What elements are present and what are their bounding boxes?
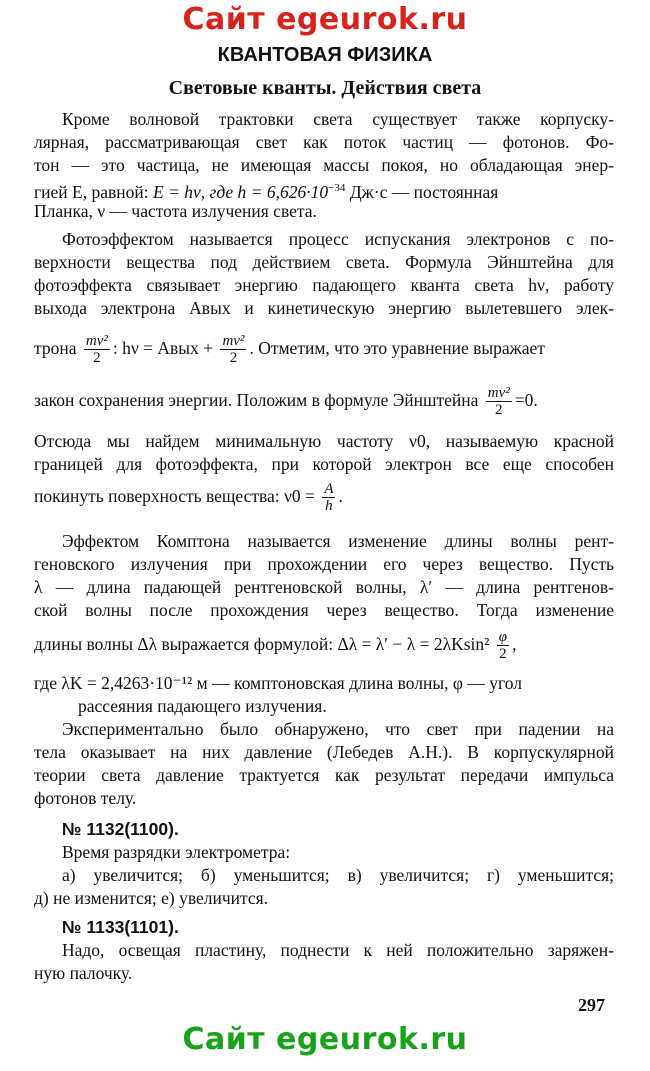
paragraph-photon [34,108,614,223]
text-line: фотонов телу. [34,788,137,808]
fraction-mv2-over-2 [486,385,512,418]
text-line: верхности вещества под действием света. Формула Эйнштейна для [34,252,614,272]
text-line: теории света давление трактуется как результат передачи импульса [34,765,614,785]
text-line: д) не изменится; е) увеличится. [34,888,269,908]
paragraph-light-pressure [34,718,614,810]
task-title: № 1133(1101). [62,917,179,937]
text-line: а) увеличится; б) уменьшится; в) увеличится; г) уменьшится; [62,865,614,885]
denominator: 2 [93,350,101,367]
text-fragment: трона [34,338,77,358]
text-line: Планка, ν — частота излучения света. [34,201,317,221]
text-fragment: гией E, равной: [34,181,149,202]
text-line: ную палочку. [34,963,133,983]
paragraph-compton [34,530,614,622]
compton-formula-line [34,622,614,666]
fraction-phi-over-2 [497,629,509,662]
task-1132 [34,818,614,910]
text-line: рассеяния падающего излучения. [78,696,327,716]
text-line [34,177,614,200]
text-fragment: покинуть поверхность вещества: ν0 = [34,486,315,506]
compton-length-text [34,672,614,718]
text-line: λ — длина падающей рентгеновской волны, λ′ — длина рентгенов- [34,577,614,597]
text-line: Фотоэффектом называется процесс испускания электронов с по- [62,229,614,249]
site-watermark-top: Сайт egeurok.ru [182,2,468,37]
denominator: 2 [229,350,238,367]
text-line: тела оказывает на них давление (Лебедев А.Н.). В корпускулярной [34,742,614,762]
text-line: Время разрядки электрометра: [62,842,291,862]
text-line [34,622,614,666]
numerator: mv² [85,333,108,350]
text-fragment: =0. [514,390,538,410]
energy-conservation-line [34,378,614,422]
page-number: 297 [578,995,605,1015]
section-title: КВАНТОВАЯ ФИЗИКА [217,44,433,66]
text-line: Экспериментально было обнаружено, что свет при падении на [62,719,614,739]
site-watermark-bottom: Сайт egeurok.ru [182,1022,468,1057]
task-title: № 1132(1100). [62,819,179,839]
fraction-mv2-over-2 [84,333,110,366]
text-line: фотоэффекта связывает энергию падающего кванта света hν, работу [34,275,614,295]
denominator: 2 [499,646,507,663]
red-boundary-formula-line [34,474,614,518]
text-line: Надо, освещая пластину, поднести к ней положительно заряжен- [62,940,614,960]
numerator: mv² [487,385,510,402]
text-line: лярная, рассматривающая свет как поток частиц — фотонов. Фо- [34,132,614,152]
text-line: геновского излучения при прохождении его через вещество. Пусть [34,554,614,574]
fraction-A-over-h [322,481,335,514]
fraction-mv2-over-2 [220,333,246,366]
text-line [34,326,614,370]
text-fragment: , [512,634,517,654]
text-fragment: Дж·с — постоянная [349,181,499,202]
text-line: выхода электрона Aвых и кинетическую энергию вылетевшего элек- [34,298,614,318]
text-line [34,378,614,422]
planck-formula: E = hν, где h = 6,626·10 [153,181,329,202]
denominator: h [325,498,333,515]
text-fragment: закон сохранения энергии. Положим в формуле Эйнштейна [34,390,479,410]
text-line: ской волны после прохождения через вещество. Тогда изменение [34,600,614,620]
text-fragment: . Отметим, что это уравнение выражает [249,338,545,358]
denominator: 2 [495,402,503,419]
einstein-formula-line [34,326,614,370]
red-boundary-text [34,430,614,476]
exponent: −34 [328,182,346,194]
subsection-title: Световые кванты. Действия света [168,77,482,99]
text-line: тон — это частица, не имеющая массы покоя, но обладающая энер- [34,155,614,175]
text-line: Кроме волновой трактовки света существует также корпуску- [62,109,614,129]
task-1133 [34,916,614,985]
numerator: φ [498,629,508,646]
text-fragment: . [338,486,343,506]
einstein-equation: : hν = Aвых + [112,338,214,358]
numerator: A [324,481,334,498]
numerator: mv² [222,333,245,350]
text-line: Эффектом Комптона называется изменение длины волны рент- [62,531,614,551]
text-line: Отсюда мы найдем минимальную частоту ν0, называемую красной [34,431,614,451]
text-line: границей для фотоэффекта, при которой электрон все еще способен [34,454,614,474]
text-line: где λK = 2,4263·10⁻¹² м — комптоновская длина волны, φ — угол [34,673,522,693]
compton-formula: длины волны Δλ выражается формулой: Δλ = λ′ − λ = 2λKsin² [34,634,490,654]
text-line [34,474,614,518]
paragraph-photoeffect [34,228,614,320]
